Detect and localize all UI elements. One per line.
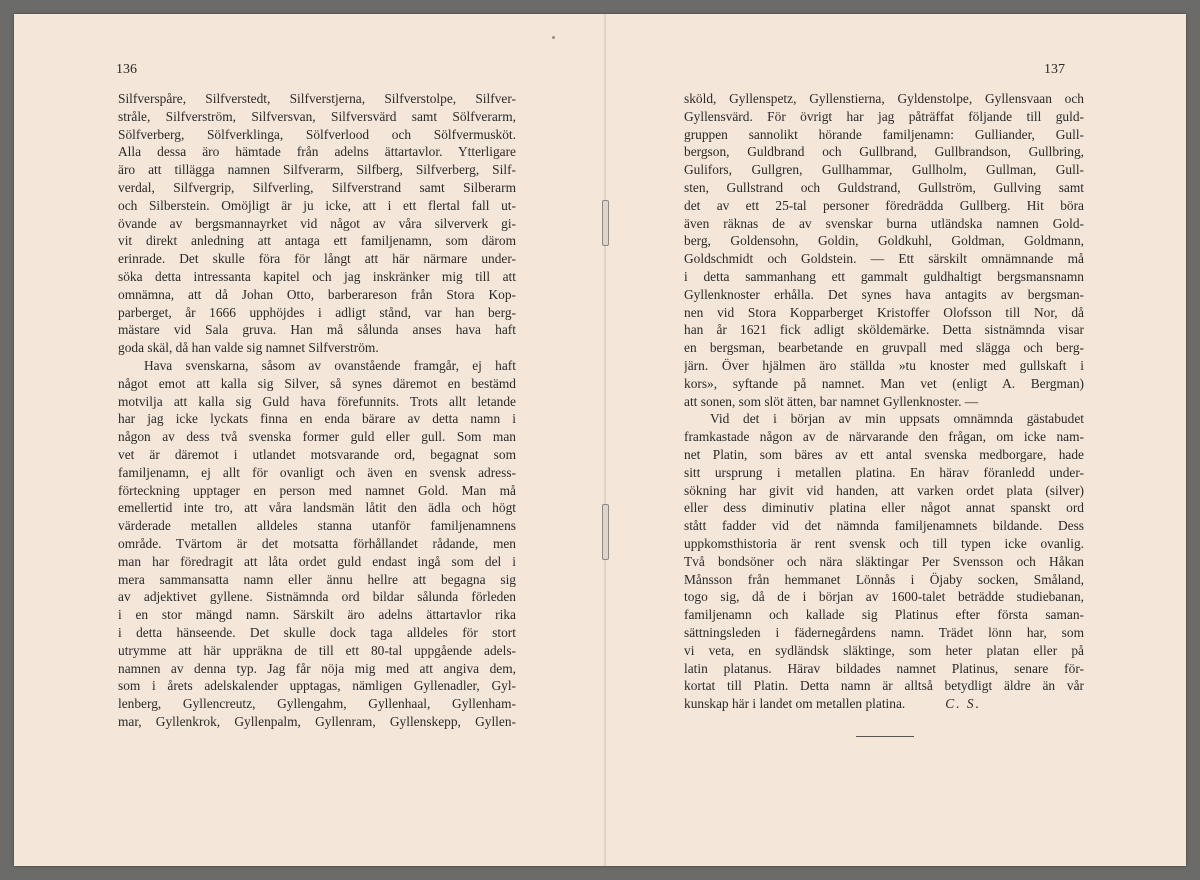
text-line: berg, Goldensohn, Goldin, Goldkuhl, Goldman, Goldmann, bbox=[684, 233, 1084, 249]
text-line: att sonen, som slöt ätten, bar namnet Gyllenknoster. — bbox=[684, 393, 979, 409]
text-line: Silfverspåre, Silfverstedt, Silfverstjerna, Silfverstolpe, Silfver- bbox=[118, 91, 516, 106]
text-line: togo sig, då de i början av 1600-talet beträdde studiebanan, bbox=[684, 589, 1084, 605]
text-line: vit direkt anledning att antaga ett familjenamn, som därom bbox=[118, 233, 516, 249]
text-line: äro att tillägga namnen Silfverarm, Silfberg, Silfverberg, Silf- bbox=[118, 162, 516, 178]
right-page-text bbox=[684, 90, 1084, 713]
text-line: järn. Över hjälmen äro ställda »tu knoster med gullskaft i bbox=[684, 357, 1084, 373]
text-line: som i årets adelskalender upptagas, nämligen Gyllenadler, Gyl- bbox=[118, 678, 516, 694]
text-line: sökning har givit vid handen, att varken ordet plata (silver) bbox=[684, 482, 1084, 498]
text-line: motvilja att kalla sig Guld hava förefunnits. Trots allt letande bbox=[118, 393, 516, 409]
text-line: och Silberstein. Omöjligt är ju icke, att i ett flertal fall ut- bbox=[118, 197, 516, 213]
text-line: sättningsleden i fädernegårdens namn. Trädet lönn har, som bbox=[684, 624, 1084, 640]
text-line: område. Tvärtom är det motsatta förhållandet rådande, men bbox=[118, 535, 516, 551]
text-line: en bergsman, bearbetande en gruvpall med slägga och berg- bbox=[684, 340, 1084, 356]
text-line: sitt ursprung i metallen platina. En härav föranledd under- bbox=[684, 464, 1084, 480]
text-line: stått fadder vid det nämnda familjenamnets bildande. Dess bbox=[684, 518, 1084, 534]
text-line: Goldschmidt och Goldstein. — Ett särskilt omnämnande må bbox=[684, 251, 1084, 267]
text-line: utrymme att här uppräkna de till ett 80-tal uppgående adels- bbox=[118, 642, 516, 658]
text-line: Gyllenknoster erhålla. Det synes hava antagits av bergsman- bbox=[684, 286, 1084, 302]
text-line: Sölfverberg, Sölfverklinga, Sölfverlood och Sölfvermusköt. bbox=[118, 126, 516, 142]
text-line: stråle, Silfverström, Silfversvan, Silfversvärd samt Sölfverarm, bbox=[118, 108, 516, 124]
text-line: mästare vid Sala gruva. Han må sålunda anses hava haft bbox=[118, 322, 516, 338]
text-line: mera sammansatta namn eller ännu hellre att begagna sig bbox=[118, 571, 516, 587]
page-number-left: 136 bbox=[116, 62, 137, 77]
text-line: mar, Gyllenkrok, Gyllenpalm, Gyllenram, Gyllenskepp, Gyllen- bbox=[118, 713, 516, 729]
page-number-right: 137 bbox=[1044, 62, 1065, 77]
text-line: övande av bergsmannayrket vid något av våra silververk gi- bbox=[118, 215, 516, 231]
text-line: har jag icke lyckats finna en enda bärare av detta namn i bbox=[118, 411, 516, 427]
text-line: Gyllensvärd. För övrigt har jag påträffat följande till guld- bbox=[684, 108, 1084, 124]
text-line: verdal, Silfvergrip, Silfverling, Silfverstrand samt Silberarm bbox=[118, 179, 516, 195]
text-line: kunskap här i landet om metallen platina. C. S. bbox=[684, 696, 981, 712]
text-line: i detta hänseende. Det skulle dock taga alldeles för stort bbox=[118, 624, 516, 640]
text-line: emellertid inte tro, att våra landsmän låtit den ädla och högt bbox=[118, 500, 516, 516]
text-line: nen vid Stora Kopparberget Kristoffer Olofsson till Nor, då bbox=[684, 304, 1084, 320]
text-line: av adjektivet gyllene. Sistnämnda ord bildar sålunda förleden bbox=[118, 589, 516, 605]
text-line: man har föredragit att låta ordet guld endast ingå som del i bbox=[118, 553, 516, 569]
text-line: sten, Gullstrand och Guldstrand, Gullström, Gullving samt bbox=[684, 179, 1084, 195]
text-line: någon av dess två svenska former guld eller gull. Som man bbox=[118, 429, 516, 445]
text-line: även räknas de av svenskar burna utländska namnen Gold- bbox=[684, 215, 1084, 231]
text-line: i detta sammanhang ett gammalt guldhaltigt bergsmansnamn bbox=[684, 268, 1084, 284]
text-line: värderade metallen alldeles stanna utanför familjenamnens bbox=[118, 518, 516, 534]
left-page-text bbox=[118, 90, 516, 731]
text-line: goda skäl, då han valde sig namnet Silfverström. bbox=[118, 340, 379, 356]
text-line: bergson, Guldbrand och Gullbrand, Gullbrandson, Gullbring, bbox=[684, 144, 1084, 160]
staple-bottom bbox=[602, 504, 609, 560]
signature: C. S. bbox=[945, 696, 981, 712]
text-line: söka detta intressanta kapitel och jag inskränker mig till att bbox=[118, 268, 516, 284]
text-line: lenberg, Gyllencreutz, Gyllengahm, Gyllenhaal, Gyllenham- bbox=[118, 696, 516, 712]
text-line: vet är däremot i utlandet motsvarande ord, begagnat som bbox=[118, 446, 516, 462]
left-page bbox=[14, 14, 604, 866]
text-line: parberget, år 1666 upphöjdes i adligt stånd, var han berg- bbox=[118, 304, 516, 320]
text-line: omnämna, att då Johan Otto, barberareson från Stora Kop- bbox=[118, 286, 516, 302]
text-line: eller dess diminutiv platina eller något annat spanskt ord bbox=[684, 500, 1084, 516]
text-line: Vid det i början av min uppsats omnämnda gästabudet bbox=[710, 411, 1084, 427]
text-line: namnen av denna typ. Jag får nöja mig med att angiva dem, bbox=[118, 660, 516, 676]
text-line: det av ett 25-tal personer föredrädda Gullberg. Hit böra bbox=[684, 197, 1084, 213]
text-line: familjenamn, ej allt för ovanligt och även en svensk adress- bbox=[118, 464, 516, 480]
text-line: net Platin, som bäres av ett antal svenska medborgare, hade bbox=[684, 446, 1084, 462]
text-line: något emot att kalla sig Silver, så synes däremot en bestämd bbox=[118, 375, 516, 391]
text-line: latin platanus. Härav bildades namnet Platinus, senare för- bbox=[684, 660, 1084, 676]
text-line: vi veta, en sydländsk släktinge, som heter platan eller på bbox=[684, 642, 1084, 658]
staple-top bbox=[602, 200, 609, 246]
text-line: förteckning upptager en person med namnet Gold. Man må bbox=[118, 482, 516, 498]
text-line: i en stor mängd namn. Särskilt äro adelns ättartavlor rika bbox=[118, 607, 516, 623]
text-line: Månsson från hemmanet Lönnås i Öjaby socken, Småland, bbox=[684, 571, 1084, 587]
text-line: uppkomsthistoria är rent svensk och till typen icke ovanlig. bbox=[684, 535, 1084, 551]
text-line: han år 1621 fick adligt sköldemärke. Detta sistnämnda visar bbox=[684, 322, 1084, 338]
text-line: erinrade. Det skulle föra för långt att här närmare under- bbox=[118, 251, 516, 267]
text-line: gruppen sannolikt hörande familjenamn: Gulliander, Gull- bbox=[684, 126, 1084, 142]
text-line: familjenamn och kallade sig Platinus efter första saman- bbox=[684, 607, 1084, 623]
text-line: Alla dessa äro hämtade från adelns ättartavlor. Ytterligare bbox=[118, 144, 516, 160]
text-line: sköld, Gyllenspetz, Gyllenstierna, Gyldenstolpe, Gyllensvaan och bbox=[684, 91, 1084, 106]
text-line: kors», syftande på namnet. Man vet (enligt A. Bergman) bbox=[684, 375, 1084, 391]
paper-speck bbox=[552, 36, 555, 39]
book-spread bbox=[14, 14, 1186, 866]
text-line: kortat till Platin. Detta namn är alltså betydligt äldre än vår bbox=[684, 678, 1084, 694]
text-line: Två bondsöner och nära släktingar Per Svensson och Håkan bbox=[684, 553, 1084, 569]
end-rule bbox=[856, 736, 914, 737]
text-line: Gulifors, Gullgren, Gullhammar, Gullholm, Gullman, Gull- bbox=[684, 162, 1084, 178]
text-line: Hava svenskarna, såsom av ovanstående framgår, ej haft bbox=[144, 357, 516, 373]
text-line: framkastade någon av de närvarande den frågan, om icke nam- bbox=[684, 429, 1084, 445]
